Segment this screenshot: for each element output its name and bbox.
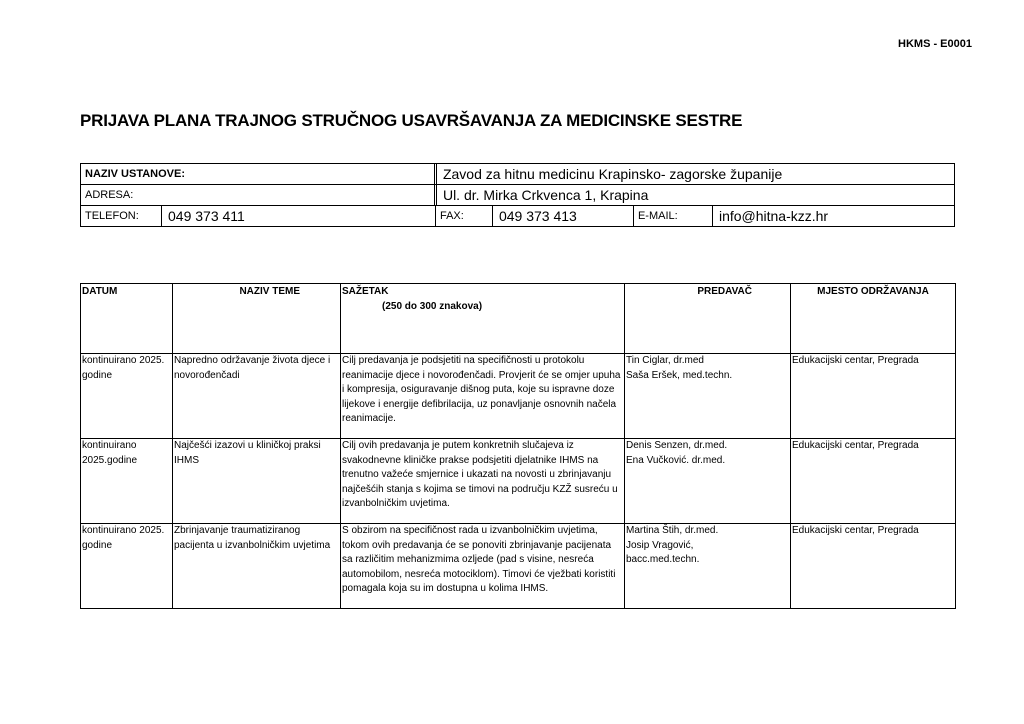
- institution-name-label: NAZIV USTANOVE:: [81, 164, 436, 185]
- row-lecturer: Denis Senzen, dr.med. Ena Vučković. dr.med.: [625, 439, 791, 524]
- table-row: [81, 524, 956, 609]
- email-value: info@hitna-kzz.hr: [712, 206, 954, 227]
- row-location: Edukacijski centar, Pregrada: [791, 354, 956, 439]
- institution-name-value: Zavod za hitnu medicinu Krapinsko- zagorske županije: [435, 164, 954, 185]
- header-location: MJESTO ODRŽAVANJA: [791, 284, 956, 354]
- row-date: kontinuirano 2025. godine: [81, 354, 173, 439]
- fax-value: 049 373 413: [492, 206, 633, 227]
- table-row: [81, 439, 956, 524]
- table-row: [81, 354, 956, 439]
- header-topic: NAZIV TEME: [173, 284, 341, 354]
- address-label: ADRESA:: [81, 185, 436, 206]
- phone-label: TELEFON:: [81, 206, 162, 227]
- row-lecturer: Tin Ciglar, dr.med Saša Eršek, med.techn.: [625, 354, 791, 439]
- row-summary: Cilj ovih predavanja je putem konkretnih slučajeva iz svakodnevne kliničke prakse podsjetiti djelatnike IHMS na trenutno važeće smjernice i ukazati na novosti u zbrinjavanju najčešćih stanja s kojima se timovi na području KZŽ susreću u izvanbolničkim uvjetima.: [341, 439, 625, 524]
- page-title: PRIJAVA PLANA TRAJNOG STRUČNOG USAVRŠAVANJA ZA MEDICINSKE SESTRE: [80, 111, 743, 130]
- address-value: Ul. dr. Mirka Crkvenca 1, Krapina: [435, 185, 954, 206]
- row-topic: Najčešći izazovi u kliničkoj praksi IHMS: [173, 439, 341, 524]
- contact-row: [81, 206, 955, 227]
- row-summary: Cilj predavanja je podsjetiti na specifičnosti u protokolu reanimacije djece i novorođenčadi. Provjerit će se omjer upuha i kompresija, osiguravanje dišnog puta, koje su ispravne doze lijekove i energije defibrilacija, uz ponavljanje osnovnih načela reanimacije.: [341, 354, 625, 439]
- row-topic: Napredno održavanje života djece i novorođenčadi: [173, 354, 341, 439]
- row-summary: S obzirom na specifičnost rada u izvanbolničkim uvjetima, tokom ovih predavanja će se ponoviti zbrinjavanje pacijenata sa različitim mehanizmima ozljede (pad s visine, nesreća automobilom, nesreća motociklom). Timovi će vježbati koristiti pomagala koja su im dostupna u kolima IHMS.: [341, 524, 625, 609]
- row-lecturer: Martina Štih, dr.med. Josip Vragović, bacc.med.techn.: [625, 524, 791, 609]
- header-date: DATUM: [81, 284, 173, 354]
- row-date: kontinuirano 2025.godine: [81, 439, 173, 524]
- plan-table: [80, 283, 956, 609]
- phone-value: 049 373 411: [162, 206, 436, 227]
- institution-table: [80, 163, 955, 227]
- address-row: [81, 185, 955, 206]
- row-location: Edukacijski centar, Pregrada: [791, 439, 956, 524]
- header-summary-label: SAŽETAK: [342, 286, 389, 297]
- header-summary: [341, 284, 625, 354]
- header-summary-note: (250 do 300 znakova): [382, 301, 483, 312]
- institution-name-row: [81, 164, 955, 185]
- row-location: Edukacijski centar, Pregrada: [791, 524, 956, 609]
- plan-header-row: [81, 284, 956, 354]
- form-code: HKMS - E0001: [898, 38, 972, 50]
- fax-label: FAX:: [435, 206, 492, 227]
- row-topic: Zbrinjavanje traumatiziranog pacijenta u izvanbolničkim uvjetima: [173, 524, 341, 609]
- header-lecturer: PREDAVAČ: [625, 284, 791, 354]
- row-date: kontinuirano 2025. godine: [81, 524, 173, 609]
- email-label: E-MAIL:: [633, 206, 712, 227]
